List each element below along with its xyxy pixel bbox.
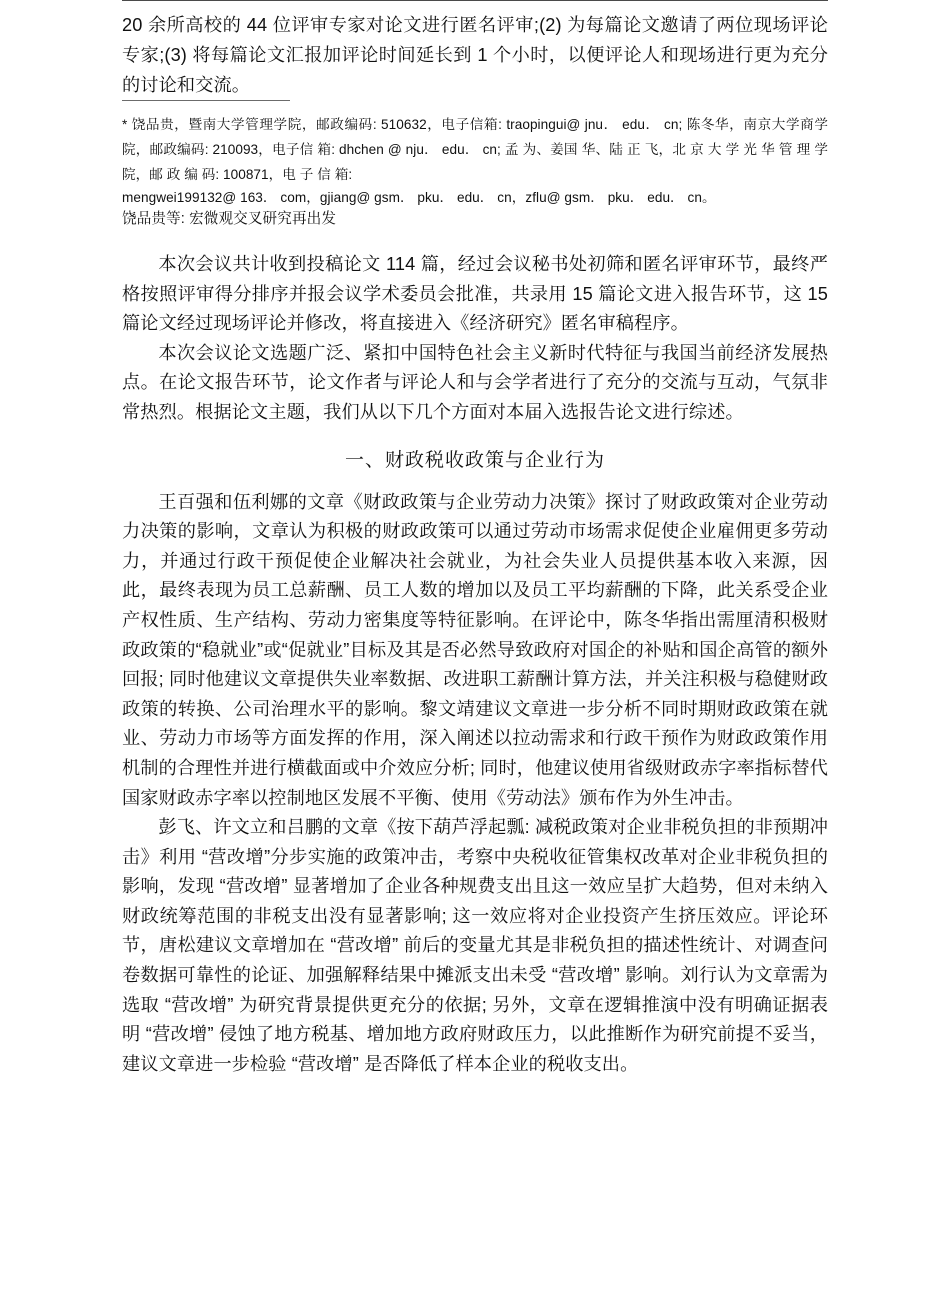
section-paragraph-2: 彭飞、许文立和吕鹏的文章《按下葫芦浮起瓢: 减税政策对企业非税负担的非预期冲击》利用 “营改增”分步实施的政策冲击，考察中央税收征管集权改革对企业非税负担的影响，发现 “营改增” 显著增加了企业各种规费支出且这一效应呈扩大趋势，但对未纳入财政统筹范围的非税支出没有显著影响; 这一效应将对企业投资产生挤压效应。评论环节，唐松建议文章增加在 “营改增” 前后的变量尤其是非税负担的描述性统计、对调查问卷数据可靠性的论证、加强解释结果中摊派支出未受 “营改增” 影响。刘行认为文章需为选取 “营改增” 为研究背景提供更充分的依据; 另外，文章在逻辑推演中没有明确证据表明 “营改增” 侵蚀了地方税基、增加地方政府财政压力，以此推断作为研究前提不妥当，建议文章进一步检验 “营改增” 是否降低了样本企业的税收支出。 xyxy=(122,817,828,1074)
carryover-paragraph: 20 余所高校的 44 位评审专家对论文进行匿名评审;(2) 为每篇论文邀请了两位现场评论专家;(3) 将每篇论文汇报加评论时间延长到 1 个小时，以便评论人和现场进行更为充分的讨论和交流。 xyxy=(122,15,828,95)
body-paragraph-1: 本次会议共计收到投稿论文 114 篇，经过会议秘书处初筛和匿名评审环节，最终严格按照评审得分排序并报会议学术委员会批准，共录用 15 篇论文进入报告环节，这 15 篇论文经过现场评论并修改，将直接进入《经济研究》匿名审稿程序。 xyxy=(122,254,828,334)
running-head: 饶品贵等: 宏微观交叉研究再出发 xyxy=(122,211,337,227)
footnote-emails: mengwei199132@ 163． com，gjiang@ gsm． pku． edu． cn，zflu@ gsm． pku． edu． cn。 xyxy=(122,190,716,205)
footnote-zone xyxy=(122,101,828,230)
content-column xyxy=(122,0,828,1079)
section-heading-1: 一、财政税收政策与企业行为 xyxy=(344,449,605,471)
body-zone xyxy=(122,230,828,1079)
body-paragraph-2: 本次会议论文选题广泛、紧扣中国特色社会主义新时代特征与我国当前经济发展热点。在论文报告环节，论文作者与评论人和与会学者进行了充分的交流与互动，气氛非常热烈。根据论文主题，我们从以下几个方面对本届入选报告论文进行综述。 xyxy=(122,342,828,422)
footnote-authors: * 饶品贵，暨南大学管理学院，邮政编码: 510632，电子信箱: traopingui@ jnu． edu． cn; 陈冬华，南京大学商学院，邮政编码: 210093，电子信 箱: dhchen @ nju． edu． cn; 孟 为、姜国 华、陆 正 飞，北 京 大 学 光 华 管 理 学 院，邮 政 编 码: 100871，电 子 信 箱: xyxy=(122,117,828,182)
section-paragraph-1: 王百强和伍利娜的文章《财政政策与企业劳动力决策》探讨了财政政策对企业劳动力决策的影响，文章认为积极的财政政策可以通过劳动市场需求促使企业雇佣更多劳动力，并通过行政干预促使企业解决社会就业，为社会失业人员提供基本收入来源，因此，最终表现为员工总薪酬、员工人数的增加以及员工平均薪酬的下降，此关系受企业产权性质、生产结构、劳动力密集度等特征影响。在评论中，陈冬华指出需厘清积极财政政策的“稳就业”或“促就业”目标及其是否必然导致政府对国企的补贴和国企高管的额外回报; 同时他建议文章提供失业率数据、改进职工薪酬计算方法，并关注积极与稳健财政政策的转换、公司治理水平的影响。黎文靖建议文章进一步分析不同时期财政政策在就业、劳动力市场等方面发挥的作用，深入阐述以拉动需求和行政干预作为财政政策作用机制的合理性并进行横截面或中介效应分析; 同时，他建议使用省级财政赤字率指标替代国家财政赤字率以控制地区发展不平衡、使用《劳动法》颁布作为外生冲击。 xyxy=(122,491,828,808)
